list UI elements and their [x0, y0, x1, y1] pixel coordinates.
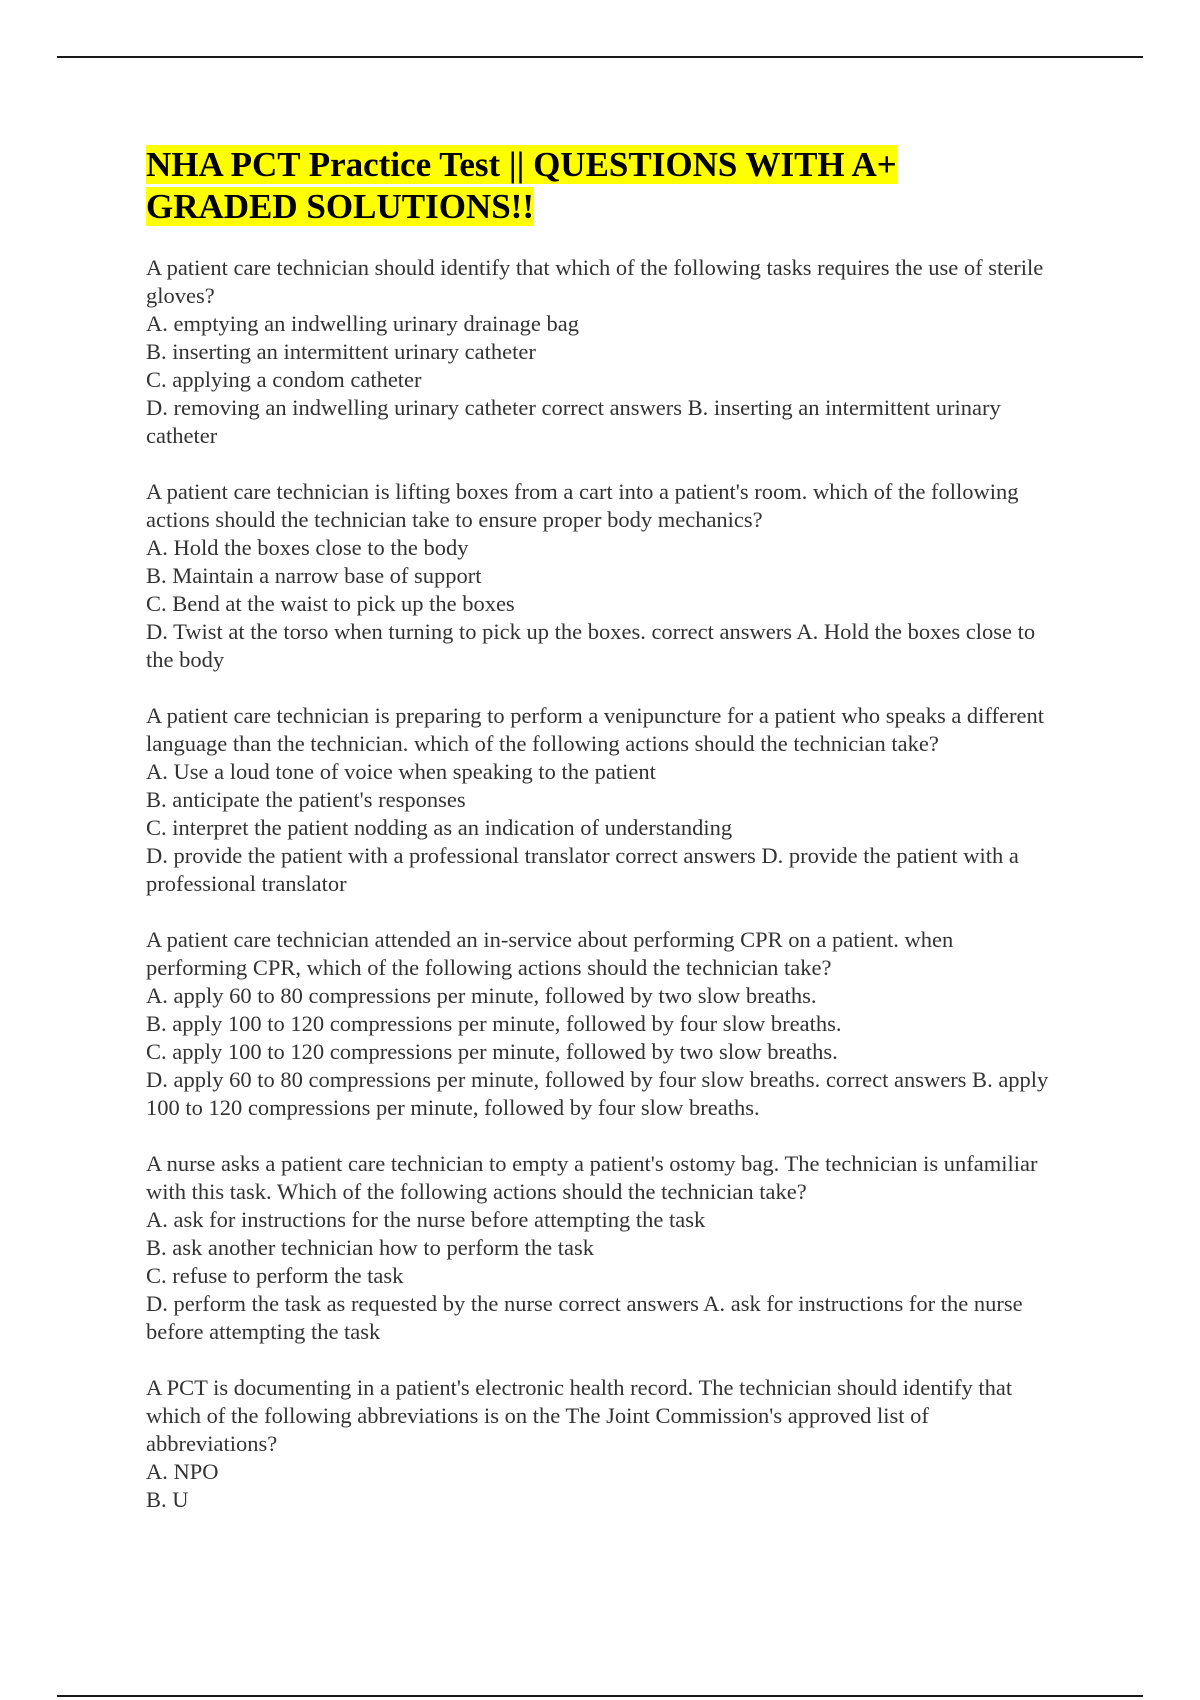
- question-stem: A patient care technician is preparing to perform a venipuncture for a patient who speaks a different language than the technician. which of the following actions should the technician take?: [146, 703, 1044, 756]
- header-rule: [57, 56, 1143, 58]
- option-d: D. provide the patient with a professional translator correct answers D. provide the patient with a professional translator: [146, 843, 1019, 896]
- option-a: A. Hold the boxes close to the body: [146, 535, 469, 560]
- option-c: C. refuse to perform the task: [146, 1263, 404, 1288]
- option-b: B. Maintain a narrow base of support: [146, 563, 482, 588]
- question-stem: A patient care technician attended an in-service about performing CPR on a patient. when performing CPR, which of the following actions should the technician take?: [146, 927, 954, 980]
- option-a: A. apply 60 to 80 compressions per minute, followed by two slow breaths.: [146, 983, 817, 1008]
- option-b: B. anticipate the patient's responses: [146, 787, 466, 812]
- question-stem: A patient care technician is lifting boxes from a cart into a patient's room. which of the following actions should the technician take to ensure proper body mechanics?: [146, 479, 1019, 532]
- option-d: D. removing an indwelling urinary catheter correct answers B. inserting an intermittent urinary catheter: [146, 395, 1001, 448]
- footer-rule: [57, 1695, 1143, 1697]
- option-b: B. inserting an intermittent urinary catheter: [146, 339, 536, 364]
- option-a: A. emptying an indwelling urinary drainage bag: [146, 311, 580, 336]
- option-b: B. U: [146, 1487, 189, 1512]
- option-d: D. perform the task as requested by the nurse correct answers A. ask for instructions for the nurse before attempting the task: [146, 1291, 1023, 1344]
- question-4: [146, 926, 1056, 1122]
- option-b: B. ask another technician how to perform the task: [146, 1235, 594, 1260]
- option-a: A. Use a loud tone of voice when speaking to the patient: [146, 759, 656, 784]
- question-2: [146, 478, 1056, 674]
- title-highlight: NHA PCT Practice Test || QUESTIONS WITH A+ GRADED SOLUTIONS!!: [146, 145, 897, 226]
- question-stem: A PCT is documenting in a patient's electronic health record. The technician should identify that which of the following abbreviations is on the The Joint Commission's approved list of abbreviations?: [146, 1375, 1013, 1456]
- option-a: A. ask for instructions for the nurse before attempting the task: [146, 1207, 706, 1232]
- option-c: C. interpret the patient nodding as an indication of understanding: [146, 815, 733, 840]
- question-5: [146, 1150, 1056, 1346]
- document-body: [146, 144, 1056, 1542]
- option-b: B. apply 100 to 120 compressions per minute, followed by four slow breaths.: [146, 1011, 842, 1036]
- question-stem: A nurse asks a patient care technician to empty a patient's ostomy bag. The technician is unfamiliar with this task. Which of the following actions should the technician take?: [146, 1151, 1038, 1204]
- option-d: D. apply 60 to 80 compressions per minute, followed by four slow breaths. correct answers B. apply 100 to 120 compressions per minute, followed by four slow breaths.: [146, 1067, 1049, 1120]
- option-c: C. apply 100 to 120 compressions per minute, followed by two slow breaths.: [146, 1039, 838, 1064]
- question-1: [146, 254, 1056, 450]
- option-d: D. Twist at the torso when turning to pick up the boxes. correct answers A. Hold the boxes close to the body: [146, 619, 1036, 672]
- question-6: [146, 1374, 1056, 1514]
- question-3: [146, 702, 1056, 898]
- option-a: A. NPO: [146, 1459, 219, 1484]
- option-c: C. Bend at the waist to pick up the boxes: [146, 591, 515, 616]
- document-title: [146, 144, 1056, 228]
- question-stem: A patient care technician should identify that which of the following tasks requires the use of sterile gloves?: [146, 255, 1044, 308]
- option-c: C. applying a condom catheter: [146, 367, 422, 392]
